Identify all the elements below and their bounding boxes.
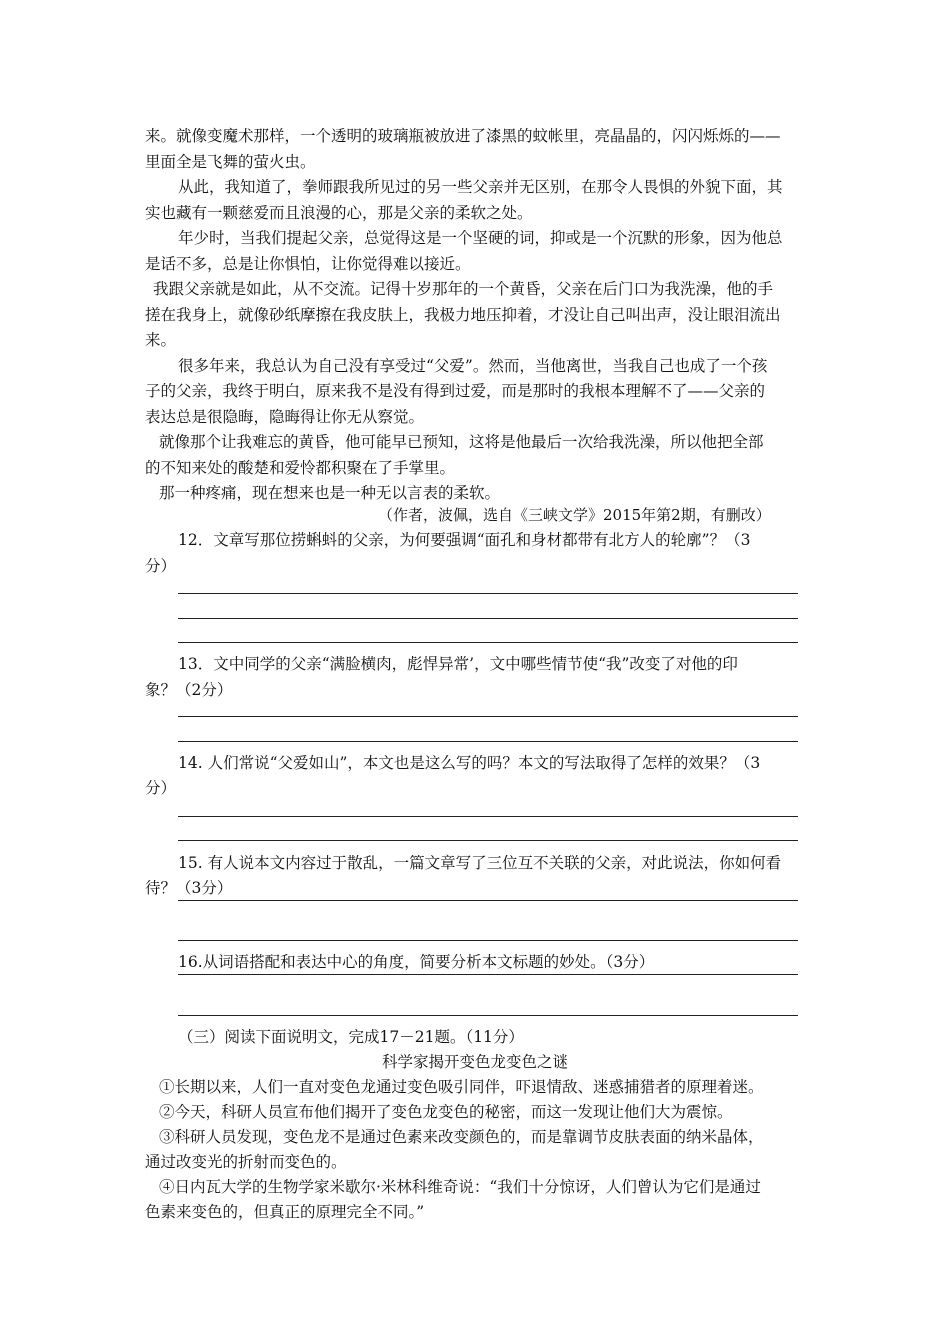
article-title: 科学家揭开变色龙变色之谜 xyxy=(381,1053,568,1071)
question-13-cont: 象？（2分） xyxy=(145,681,233,699)
answer-line[interactable] xyxy=(178,816,798,817)
passage-line: 年少时，当我们提起父亲，总觉得这是一个坚硬的词，抑或是一个沉默的形象，因为他总 xyxy=(178,229,783,247)
question-15-cont: 待？（3分） xyxy=(145,879,233,897)
answer-line[interactable] xyxy=(178,642,798,643)
answer-line[interactable] xyxy=(178,900,798,901)
answer-line[interactable] xyxy=(178,618,798,619)
passage-line: 我跟父亲就是如此，从不交流。记得十岁那年的一个黄昏，父亲在后门口为我洗澡，他的手 xyxy=(153,280,774,298)
answer-line[interactable] xyxy=(178,1015,798,1016)
passage-line: 是话不多，总是让你惧怕，让你觉得难以接近。 xyxy=(145,255,471,273)
passage-line: 子的父亲，我终于明白，原来我不是没有得到过爱，而是那时的我根本理解不了——父亲的 xyxy=(145,382,766,400)
answer-line[interactable] xyxy=(178,840,798,841)
answer-line[interactable] xyxy=(178,940,798,941)
passage-line: 从此，我知道了，拳师跟我所见过的另一些父亲并无区别，在那令人畏惧的外貌下面，其 xyxy=(178,178,783,196)
question-14: 14. 人们常说“父爱如山”，本文也是这么写的吗？本文的写法取得了怎样的效果？（3 xyxy=(178,754,761,772)
passage-source: （作者，波佩，选自《三峡文学》2015年第2期，有删改） xyxy=(378,506,771,524)
passage-line: 很多年来，我总认为自己没有享受过“父爱”。然而，当他离世，当我自己也成了一个孩 xyxy=(178,357,768,375)
question-16: 16.从词语搭配和表达中心的角度，简要分析本文标题的妙处。（3分） xyxy=(178,953,655,971)
answer-line[interactable] xyxy=(178,716,798,717)
article-paragraph: 色素来变色的，但真正的原理完全不同。” xyxy=(145,1203,425,1221)
passage-line: 里面全是飞舞的萤火虫。 xyxy=(145,153,316,171)
article-paragraph: ③科研人员发现，变色龙不是通过色素来改变颜色的，而是靠调节皮肤表面的纳米晶体， xyxy=(159,1128,764,1146)
passage-line: 实也藏有一颗慈爱而且浪漫的心，那是父亲的柔软之处。 xyxy=(145,204,533,222)
passage-line: 表达总是很隐晦，隐晦得让你无从察觉。 xyxy=(145,408,425,426)
answer-line[interactable] xyxy=(178,593,798,594)
question-13: 13．文中同学的父亲“满脸横肉，彪悍异常’，文中哪些情节使“我”改变了对他的印 xyxy=(178,655,738,673)
article-paragraph: ②今天，科研人员宣布他们揭开了变色龙变色的秘密，而这一发现让他们大为震惊。 xyxy=(159,1103,733,1121)
passage-line: 来。 xyxy=(145,331,177,349)
article-paragraph: ④日内瓦大学的生物学家米歇尔·米林科维奇说：“我们十分惊讶，人们曾认为它们是通过 xyxy=(159,1178,761,1196)
question-12-cont: 分） xyxy=(145,557,177,575)
answer-line[interactable] xyxy=(178,974,798,975)
article-paragraph: ①长期以来，人们一直对变色龙通过变色吸引同伴，吓退情敌、迷惑捕猎者的原理着迷。 xyxy=(159,1078,764,1096)
question-15: 15. 有人说本文内容过于散乱，一篇文章写了三位互不关联的父亲，对此说法，你如何看 xyxy=(178,854,782,872)
question-12: 12．文章写那位捞蝌蚪的父亲，为何要强调“面孔和身材都带有北方人的轮廓”？（3 xyxy=(178,531,751,549)
passage-line: 那一种疼痛，现在想来也是一种无以言表的柔软。 xyxy=(159,484,501,502)
passage-line: 就像那个让我难忘的黄昏，他可能早已预知，这将是他最后一次给我洗澡，所以他把全部 xyxy=(159,433,764,451)
question-14-cont: 分） xyxy=(145,779,177,797)
answer-line[interactable] xyxy=(178,741,798,742)
section-heading: （三）阅读下面说明文，完成17－21题。（11分） xyxy=(178,1028,524,1046)
passage-line: 搓在我身上，就像砂纸摩擦在我皮肤上，我极力地压抑着，才没让自己叫出声，没让眼泪流出 xyxy=(145,306,781,324)
article-paragraph: 通过改变光的折射而变色的。 xyxy=(145,1153,347,1171)
passage-line: 的不知来处的酸楚和爱怜都积聚在了手掌里。 xyxy=(145,459,456,477)
passage-line: 来。就像变魔术那样，一个透明的玻璃瓶被放进了漆黑的蚊帐里，亮晶晶的，闪闪烁烁的—— xyxy=(145,127,781,145)
